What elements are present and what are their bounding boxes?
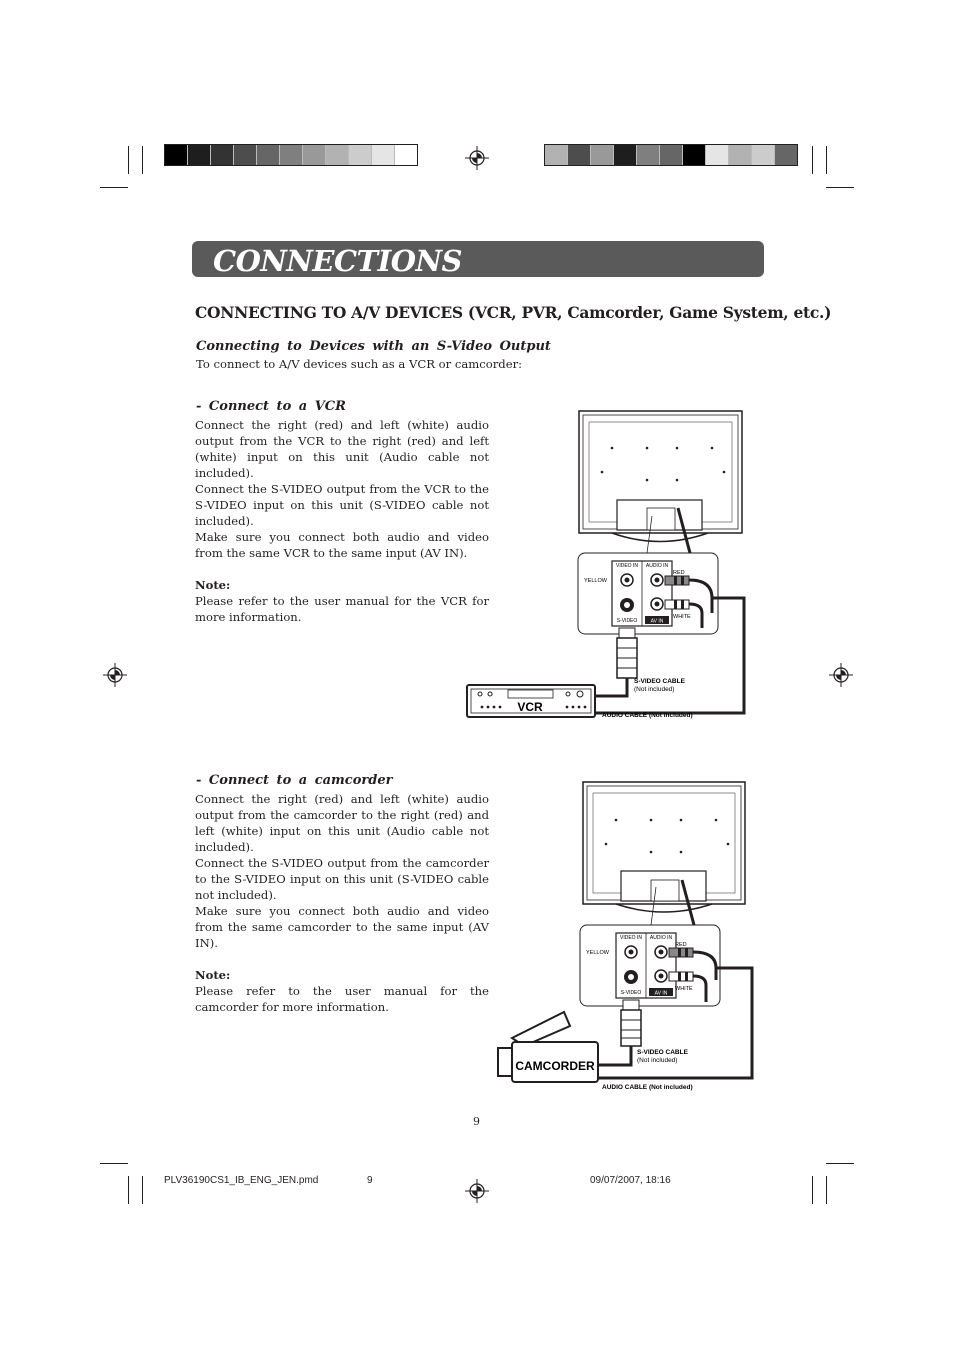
camcorder-heading: - Connect to a camcorder <box>196 773 393 788</box>
white-label: WHITE <box>673 614 691 620</box>
footer-page: 9 <box>367 1175 373 1186</box>
s-video-label: S-VIDEO <box>616 618 638 624</box>
registration-mark-icon <box>465 1179 489 1203</box>
vcr-heading: - Connect to a VCR <box>196 399 346 414</box>
yellow-label: YELLOW <box>584 578 607 584</box>
crop-mark <box>812 146 813 174</box>
camcorder-note-label: Note: <box>195 968 231 982</box>
left-color-bar <box>164 144 418 166</box>
page-number: 9 <box>473 1115 480 1128</box>
camcorder-note-text: Please refer to the user manual for the camcorder for more information. <box>195 984 489 1014</box>
crop-mark <box>812 1176 813 1204</box>
audio-in-label: AUDIO IN <box>649 935 673 941</box>
crop-mark <box>826 187 854 188</box>
camcorder-connection-diagram <box>494 780 764 1095</box>
camcorder-paragraph: Connect the right (red) and left (white) audio output from the camcorder to the right (red) and left (white) input on this unit (Audio cable not included). <box>195 792 489 854</box>
crop-mark <box>826 1176 827 1204</box>
yellow-label: YELLOW <box>586 950 609 956</box>
s-video-cable-label: S-VIDEO CABLE <box>634 678 685 685</box>
white-label: WHITE <box>675 986 693 992</box>
crop-mark <box>100 187 128 188</box>
crop-mark <box>128 1176 129 1204</box>
vcr-note-text: Please refer to the user manual for the VCR for more information. <box>195 594 489 624</box>
vcr-paragraph: Connect the right (red) and left (white) audio output from the VCR to the right (red) and left (white) input on this unit (Audio cable not included). <box>195 418 489 480</box>
crop-mark <box>100 1163 128 1164</box>
red-label: RED <box>675 942 687 948</box>
av-in-label: AV IN <box>650 618 664 625</box>
av-in-label: AV IN <box>654 990 668 997</box>
s-video-cable-note: (Not included) <box>634 686 675 693</box>
red-label: RED <box>673 570 685 576</box>
video-in-label: VIDEO IN <box>616 563 638 569</box>
crop-mark <box>826 146 827 174</box>
camcorder-paragraph: Make sure you connect both audio and video from the same camcorder to the same input (AV IN). <box>195 904 489 950</box>
footer-filename: PLV36190CS1_IB_ENG_JEN.pmd <box>164 1175 319 1186</box>
footer-datetime: 09/07/2007, 18:16 <box>590 1175 671 1186</box>
registration-mark-icon <box>465 146 489 170</box>
vcr-note-label: Note: <box>195 578 231 592</box>
crop-mark <box>142 1176 143 1204</box>
camcorder-paragraph: Connect the S-VIDEO output from the camcorder to the S-VIDEO input on this unit (S-VIDEO cable not included). <box>195 856 489 902</box>
vcr-instructions <box>195 417 489 625</box>
s-video-label: S-VIDEO <box>620 990 642 996</box>
camcorder-device-label: CAMCORDER <box>515 1059 595 1073</box>
camcorder-instructions <box>195 791 489 1015</box>
subheading: Connecting to Devices with an S-Video Output <box>196 339 551 354</box>
crop-mark <box>826 1163 854 1164</box>
registration-mark-icon <box>103 663 127 687</box>
section-heading: CONNECTING TO A/V DEVICES (VCR, PVR, Camcorder, Game System, etc.) <box>195 303 832 322</box>
crop-mark <box>142 146 143 174</box>
registration-mark-icon <box>829 663 853 687</box>
video-in-label: VIDEO IN <box>620 935 642 941</box>
s-video-cable-note: (Not included) <box>637 1057 678 1064</box>
right-color-bar <box>544 144 798 166</box>
audio-in-label: AUDIO IN <box>645 563 669 569</box>
audio-cable-label: AUDIO CABLE (Not included) <box>602 1084 693 1091</box>
intro-text: To connect to A/V devices such as a VCR or camcorder: <box>196 357 523 371</box>
crop-mark <box>128 146 129 174</box>
vcr-connection-diagram <box>462 408 762 726</box>
vcr-device-label: VCR <box>517 700 543 714</box>
audio-cable-label: AUDIO CABLE (Not included) <box>602 712 693 719</box>
s-video-cable-label: S-VIDEO CABLE <box>637 1049 688 1056</box>
page-title: CONNECTIONS <box>213 244 462 278</box>
vcr-paragraph: Connect the S-VIDEO output from the VCR to the S-VIDEO input on this unit (S-VIDEO cable not included). <box>195 482 489 528</box>
vcr-paragraph: Make sure you connect both audio and video from the same VCR to the same input (AV IN). <box>195 530 489 560</box>
